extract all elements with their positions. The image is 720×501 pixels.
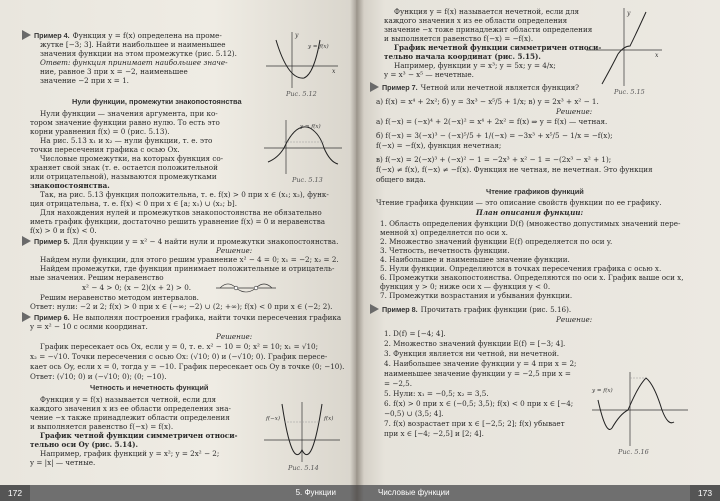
left-page [0, 0, 356, 501]
text-line: x₂ = −√10. Точки пересечения с осью Ox: (√10; 0) и (−√10; 0). График пересе- [30, 352, 328, 361]
x-axis-label: x [332, 68, 336, 75]
plan-item: 7. Промежутки возрастания и убывания функции. [380, 291, 573, 300]
example-label: Пример 4. [34, 30, 70, 40]
solution-label: Решение: [216, 246, 253, 255]
text-line: y = x² − 10 с осями координат. [30, 322, 148, 331]
section-heading: Четность и нечетность функций [90, 383, 209, 392]
text-line: Нули функции — значения аргумента, при ко- [40, 109, 218, 118]
page-number: 173 [690, 485, 720, 501]
text-line: и выполняется равенство f(−x) = −f(x). [384, 34, 534, 43]
text-line: жутке [−3; 3]. Найти наибольшее и наименьшее [40, 40, 226, 49]
figure-5-12 [262, 28, 340, 90]
text-line: Например, график функций y = x²; y = 2x² − 2; [40, 449, 220, 458]
footer-section: Числовые функции [378, 488, 450, 497]
text-line: наименьшее значение функции y = −2,5 при x = [384, 369, 571, 378]
text-line: На рис. 5.13 x₁ и x₂ — нули функции, т. е. это [40, 136, 213, 145]
text-line: общего вида. [376, 175, 426, 184]
text-line: храняет свой знак (т. е. остается положительной [30, 163, 218, 172]
text-line: Для нахождения нулей и промежутков знакопостоянства не обязательно [40, 208, 322, 217]
figure-caption: Рис. 5.16 [618, 448, 649, 456]
example-arrow-icon [22, 312, 31, 322]
example-label: Пример 6. [34, 312, 70, 322]
example-arrow-icon [22, 236, 31, 246]
text-line: Найдем промежутки, где функция принимает положительные и отрицатель- [40, 264, 335, 273]
example-4-header [22, 30, 222, 40]
plan-item: 5. Нули функции. Определяются в точках пересечения графика с осью x. [380, 264, 662, 273]
plan-item: 3. Четность, нечетность функции. [380, 246, 510, 255]
text-line: значение −2 при x = 1. [40, 76, 129, 85]
text-line: в) f(−x) = 2(−x)³ + (−x)² − 1 = −2x³ + x² − 1 = −(2x³ − x² + 1); [376, 155, 612, 164]
text-line: чение −x также принадлежит области определения [30, 413, 230, 422]
plan-item: функция y > 0; ниже оси x — функция y < 0. [380, 282, 551, 291]
example-label: Пример 7. [382, 82, 418, 92]
text-line: б) f(−x) = 3(−x)³ − (−x)⁵/5 + 1/(−x) = −3x³ + x⁵/5 − 1/x = −f(x); [376, 131, 613, 140]
text-line: = −2,5. [384, 379, 413, 388]
page-footer [356, 485, 720, 501]
right-page [356, 0, 720, 501]
example-8-header [370, 304, 571, 314]
text-line: значение −x тоже принадлежит области определения [384, 25, 593, 34]
text-line: График нечетной функции симметричен относи- [394, 43, 602, 52]
solution-label: Решение: [556, 107, 593, 116]
book-gutter [350, 0, 364, 501]
text-line: −0,5) ∪ (3,5; 4]. [384, 409, 444, 418]
text-line: Решим неравенство методом интервалов. [40, 293, 199, 302]
y-axis-label: y [627, 10, 631, 17]
text-line: каждого значения x из ее области определения зна- [30, 404, 231, 413]
section-heading: Чтение графиков функций [486, 187, 584, 196]
solution-label: Решение: [216, 332, 253, 341]
plan-item: 6. Промежутки знакопостоянства. Определяются по оси x. График выше оси x, [380, 273, 684, 282]
text-line: y = |x| — четные. [30, 458, 96, 467]
text-line: ние, равное 3 при x = −2, наименьшее [40, 67, 188, 76]
plan-item: 1. Область определения функции D(f) (множество допустимых значений пере- [380, 219, 681, 228]
plan-item: менной x) определяется по оси x. [380, 228, 508, 237]
text-line: Ответ: нули: −2 и 2; f(x) > 0 при x ∈ (−∞; −2) ∪ (2; +∞); f(x) < 0 при x ∈ (−2; 2). [30, 302, 333, 311]
x-axis-label: x [655, 52, 659, 59]
solution-label: Решение: [556, 315, 593, 324]
section-heading: Нули функции, промежутки знакопостоянства [72, 97, 242, 106]
figure-5-13 [262, 118, 344, 176]
text-line: 7. f(x) возрастает при x ∈ [−2,5; 2]; f(x) убывает [384, 419, 565, 428]
text-line: График пересекает ось Ox, если y = 0, т. е. x² − 10 = 0; x² = 10; x₁ = √10; [40, 342, 319, 351]
text-line: каждого значения x из ее области определения [384, 16, 568, 25]
text-line: Ответ: функция принимает наибольшее значе- [40, 58, 228, 67]
text-line: 6. f(x) > 0 при x ∈ (−0,5; 3,5); f(x) < 0 при x ∈ [−4; [384, 399, 574, 408]
figure-caption: Рис. 5.13 [292, 176, 323, 184]
example-arrow-icon [370, 82, 379, 92]
figure-5-15 [584, 6, 664, 88]
example-label: Пример 8. [382, 304, 418, 314]
text-line: Найдем нули функции, для этого решим уравнение x² − 4 = 0; x₁ = −2; x₂ = 2. [40, 255, 339, 264]
function-label: y = f(x) [300, 124, 321, 130]
text-line: иметь график функции, достаточно решить уравнение f(x) = 0 и неравенства [30, 217, 326, 226]
text-line: при x ∈ [−4; −2,5] и [2; 4]. [384, 429, 484, 438]
footer-section: 5. Функции [295, 488, 336, 497]
text-line: ция отрицательна, т. е. f(x) < 0 при x ∈ [a; x₁) ∪ (x₂; b]. [30, 199, 237, 208]
plan-title: План описания функции: [476, 208, 584, 217]
text-line: тельно начала координат (рис. 5.15). [384, 52, 541, 61]
text-line: Числовые промежутки, на которых функция со- [40, 154, 224, 163]
text-line: Так, на рис. 5.13 функция положительна, т. е. f(x) > 0 при x ∈ (x₁; x₂), функ- [40, 190, 329, 199]
function-label: y = f(x) [592, 388, 613, 394]
plan-item: 4. Наибольшее и наименьшее значение функции. [380, 255, 570, 264]
figure-caption: Рис. 5.15 [614, 88, 645, 96]
example-text: Для функции y = x² − 4 найти нули и промежутки знакопостоянства. [72, 236, 339, 246]
example-arrow-icon [22, 30, 31, 40]
text-line: Например, функции y = x³; y = 5x; y = 4/x; [394, 61, 556, 70]
figure-5-16 [590, 370, 690, 448]
text-line: Чтение графика функции — это описание свойств функции по ее графику. [376, 198, 662, 207]
text-line: или отрицательной), называются промежутками [30, 172, 217, 181]
text-line: 1. D(f) = [−4; 4]. [384, 329, 446, 338]
page-footer [0, 485, 356, 501]
text-line: а) f(x) = x⁴ + 2x²; б) y = 3x³ − x⁵/5 + 1/x; в) y = 2x³ + x² − 1. [376, 97, 599, 106]
text-line: тельно оси Oy (рис. 5.14). [30, 440, 139, 449]
text-line: Функция y = f(x) называется нечетной, если для [394, 7, 580, 16]
example-text: Прочитать график функции (рис. 5.16). [420, 304, 572, 314]
example-text: Четной или нечетной является функция? [420, 82, 579, 92]
interval-diagram [214, 278, 278, 302]
text-line: y = x³ − x⁵ — нечетные. [384, 70, 474, 79]
text-line: значения функции на этом промежутке (рис. 5.12). [40, 49, 237, 58]
text-line: знакопостоянства. [30, 181, 110, 190]
figure-caption: Рис. 5.12 [286, 90, 317, 98]
example-label: Пример 5. [34, 236, 70, 246]
text-line: точки пересечения графика с осью Ox. [30, 145, 180, 154]
example-arrow-icon [370, 304, 379, 314]
text-line: f(−x) ≠ f(x), f(−x) ≠ −f(x). Функция не четная, не нечетная. Это функция [376, 165, 653, 174]
page-number: 172 [0, 485, 30, 501]
example-text: Функция y = f(x) определена на проме- [72, 30, 222, 40]
text-line: кает ось Oy, если x = 0, тогда y = −10. График пересекает ось Oy в точке (0; −10). [30, 362, 345, 371]
text-line: f(−x) = −f(x), функция нечетная; [376, 141, 502, 150]
text-line: Функция y = f(x) называется четной, если для [40, 395, 216, 404]
example-6-header [22, 312, 341, 322]
figure-caption: Рис. 5.14 [288, 464, 319, 472]
text-line: График четной функции симметричен относи- [40, 431, 238, 440]
text-line: f(x) > 0 и f(x) < 0. [30, 226, 97, 235]
text-line: 4. Наибольшее значение функции y = 4 при x = 2; [384, 359, 577, 368]
text-line: Ответ: (√10; 0) и (−√10; 0); (0; −10). [30, 372, 167, 381]
text-line: 2. Множество значений функции E(f) = [−3; 4]. [384, 339, 566, 348]
example-text: Не выполняя построения графика, найти точки пересечения графика [72, 312, 342, 322]
figure-5-14 [262, 400, 342, 464]
y-axis-label: y [295, 32, 299, 39]
plan-item: 2. Множество значений функции E(f) определяется по оси y. [380, 237, 613, 246]
text-line: 5. Нули: x₁ = −0,5; x₂ = 3,5. [384, 389, 489, 398]
function-label: f(x) [324, 416, 334, 422]
function-label: f(−x) [266, 416, 281, 422]
function-label: y = f(x) [308, 44, 329, 50]
text-line: корни уравнения f(x) = 0 (рис. 5.13). [30, 127, 170, 136]
text-line: и выполняется равенство f(−x) = f(x). [30, 422, 174, 431]
text-line: 3. Функция является ни четной, ни нечетной. [384, 349, 560, 358]
text-line: а) f(−x) = (−x)⁴ + 2(−x)² = x⁴ + 2x² = f(x) ⇒ y = f(x) — четная. [376, 117, 608, 126]
text-line: x² − 4 > 0; (x − 2)(x + 2) > 0. [82, 283, 192, 292]
text-line: тором значение функции равно нулю. То есть это [30, 118, 220, 127]
text-line: ные значения. Решим неравенство [30, 273, 164, 282]
example-5-header [22, 236, 338, 246]
example-7-header [370, 82, 579, 92]
